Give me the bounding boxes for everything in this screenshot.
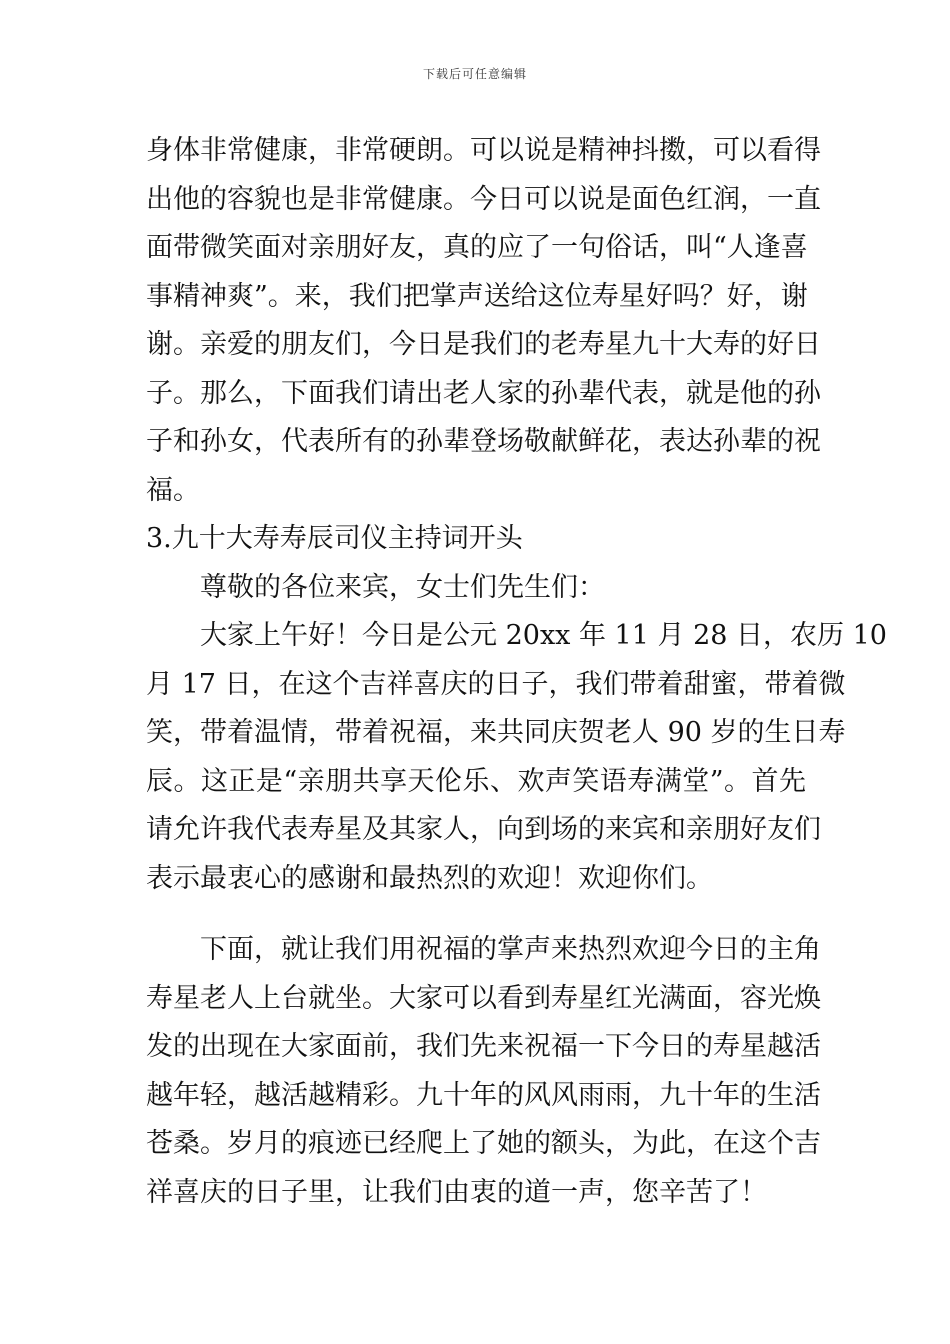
text-line: 谢。亲爱的朋友们，今日是我们的老寿星九十大寿的好日 bbox=[146, 329, 821, 360]
text-line: 下面，就让我们用祝福的掌声来热烈欢迎今日的主角 bbox=[200, 934, 821, 965]
paragraph bbox=[146, 926, 821, 1217]
text-line: 发的出现在大家面前，我们先来祝福一下今日的寿星越活 bbox=[146, 1031, 821, 1062]
text-line: 出他的容貌也是非常健康。今日可以说是面色红润，一直 bbox=[146, 183, 821, 215]
text-line: 越年轻，越活越精彩。九十年的风风雨雨，九十年的生活 bbox=[146, 1079, 821, 1111]
text-line: 月 17 日，在这个吉祥喜庆的日子，我们带着甜蜜，带着微 bbox=[146, 668, 846, 700]
section-heading: 3.九十大寿寿辰司仪主持词开头 bbox=[146, 523, 523, 554]
page-header: 下载后可任意编辑 bbox=[422, 67, 527, 81]
paragraph-spacer bbox=[146, 903, 806, 926]
text-line: 大家上午好！今日是公元 20xx 年 11 月 28 日，农历 10 bbox=[200, 620, 887, 651]
text-line: 身体非常健康，非常硬朗。可以说是精神抖擞，可以看得 bbox=[146, 135, 821, 166]
text-line: 事精神爽”。来，我们把掌声送给这位寿星好吗？好，谢 bbox=[146, 280, 808, 312]
text-line: 笑，带着温情，带着祝福，来共同庆贺老人 90 岁的生日寿 bbox=[146, 717, 846, 748]
text-line: 面带微笑面对亲朋好友，真的应了一句俗话，叫“人逢喜 bbox=[146, 232, 808, 263]
text-line: 表示最衷心的感谢和最热烈的欢迎！欢迎你们。 bbox=[146, 862, 713, 894]
text-line: 福。 bbox=[146, 474, 200, 506]
document-body bbox=[146, 127, 887, 1217]
text-line: 子。那么，下面我们请出老人家的孙辈代表，就是他的孙 bbox=[146, 377, 821, 409]
text-line: 寿星老人上台就坐。大家可以看到寿星红光满面，容光焕 bbox=[146, 982, 821, 1014]
text-line: 祥喜庆的日子里，让我们由衷的道一声，您辛苦了！ bbox=[146, 1176, 767, 1208]
paragraph bbox=[146, 612, 887, 903]
text-line: 请允许我代表寿星及其家人，向到场的来宾和亲朋好友们 bbox=[146, 814, 821, 845]
text-line: 苍桑。岁月的痕迹已经爬上了她的额头，为此，在这个吉 bbox=[146, 1128, 821, 1159]
text-line: 辰。这正是“亲朋共享天伦乐、欢声笑语寿满堂”。首先 bbox=[146, 765, 806, 797]
text-line: 子和孙女，代表所有的孙辈登场敬献鲜花，表达孙辈的祝 bbox=[146, 426, 821, 457]
salutation: 尊敬的各位来宾，女士们先生们： bbox=[200, 571, 605, 603]
paragraph bbox=[146, 127, 821, 515]
